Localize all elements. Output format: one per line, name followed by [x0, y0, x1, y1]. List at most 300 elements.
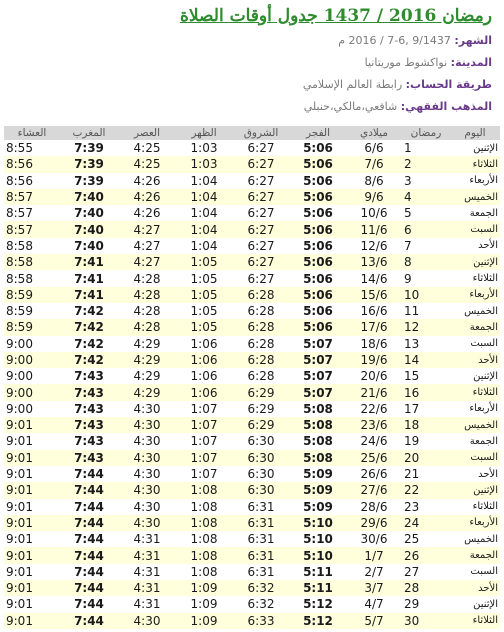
cell-sunrise: 6:27 [232, 270, 290, 286]
table-row [4, 368, 500, 384]
cell-sunrise: 6:31 [232, 564, 290, 580]
header-gregorian: ميلادي [346, 126, 402, 140]
cell-ramadan: 28 [402, 580, 450, 596]
cell-maghrib: 7:40 [60, 189, 118, 205]
cell-maghrib: 7:44 [60, 499, 118, 515]
cell-sunrise: 6:27 [232, 221, 290, 237]
cell-fajr: 5:08 [290, 450, 346, 466]
cell-dhuhr: 1:06 [176, 368, 232, 384]
cell-isha: 8:57 [4, 189, 60, 205]
cell-day: الأحد [450, 238, 500, 254]
table-row [4, 303, 500, 319]
cell-isha: 8:59 [4, 287, 60, 303]
cell-fajr: 5:10 [290, 547, 346, 563]
city-line [365, 56, 492, 69]
cell-isha: 8:57 [4, 205, 60, 221]
cell-sunrise: 6:31 [232, 499, 290, 515]
madhab-label: المذهب الفقهي: [400, 100, 492, 113]
cell-fajr: 5:08 [290, 433, 346, 449]
cell-fajr: 5:12 [290, 613, 346, 629]
cell-day: الجمعة [450, 205, 500, 221]
cell-dhuhr: 1:05 [176, 270, 232, 286]
cell-sunrise: 6:32 [232, 580, 290, 596]
cell-maghrib: 7:42 [60, 352, 118, 368]
cell-asr: 4:31 [118, 580, 176, 596]
cell-day: الإثنين [450, 482, 500, 498]
cell-day: الأربعاء [450, 401, 500, 417]
cell-day: الأحد [450, 466, 500, 482]
cell-day: الخميس [450, 417, 500, 433]
cell-day: الثلاثاء [450, 499, 500, 515]
cell-gregorian: 6/6 [346, 140, 402, 156]
table-row [4, 140, 500, 156]
cell-isha: 8:56 [4, 156, 60, 172]
page-title: رمضان 2016 / 1437 جدول أوقات الصلاة [179, 6, 492, 26]
cell-isha: 9:01 [4, 482, 60, 498]
cell-dhuhr: 1:08 [176, 547, 232, 563]
cell-isha: 8:58 [4, 238, 60, 254]
cell-isha: 9:00 [4, 336, 60, 352]
table-row [4, 531, 500, 547]
table-row [4, 221, 500, 237]
table-row [4, 564, 500, 580]
cell-ramadan: 20 [402, 450, 450, 466]
cell-gregorian: 17/6 [346, 319, 402, 335]
cell-isha: 9:00 [4, 401, 60, 417]
cell-sunrise: 6:31 [232, 531, 290, 547]
cell-gregorian: 23/6 [346, 417, 402, 433]
cell-gregorian: 7/6 [346, 156, 402, 172]
cell-day: الثلاثاء [450, 384, 500, 400]
cell-maghrib: 7:44 [60, 564, 118, 580]
cell-dhuhr: 1:08 [176, 515, 232, 531]
cell-asr: 4:30 [118, 499, 176, 515]
cell-day: الجمعة [450, 433, 500, 449]
cell-asr: 4:28 [118, 303, 176, 319]
cell-ramadan: 9 [402, 270, 450, 286]
cell-dhuhr: 1:08 [176, 482, 232, 498]
cell-fajr: 5:10 [290, 515, 346, 531]
cell-gregorian: 18/6 [346, 336, 402, 352]
cell-day: الثلاثاء [450, 156, 500, 172]
cell-fajr: 5:06 [290, 140, 346, 156]
cell-ramadan: 17 [402, 401, 450, 417]
cell-maghrib: 7:39 [60, 173, 118, 189]
table-row [4, 596, 500, 612]
cell-isha: 9:01 [4, 515, 60, 531]
cell-fajr: 5:06 [290, 238, 346, 254]
cell-dhuhr: 1:04 [176, 238, 232, 254]
cell-day: الأربعاء [450, 287, 500, 303]
method-value: رابطة العالم الإسلامي [302, 78, 403, 91]
cell-maghrib: 7:40 [60, 205, 118, 221]
cell-maghrib: 7:40 [60, 221, 118, 237]
cell-gregorian: 27/6 [346, 482, 402, 498]
cell-ramadan: 23 [402, 499, 450, 515]
cell-gregorian: 1/7 [346, 547, 402, 563]
cell-day: الإثنين [450, 254, 500, 270]
cell-ramadan: 1 [402, 140, 450, 156]
cell-maghrib: 7:44 [60, 547, 118, 563]
table-row [4, 450, 500, 466]
cell-sunrise: 6:30 [232, 450, 290, 466]
cell-asr: 4:30 [118, 417, 176, 433]
cell-dhuhr: 1:05 [176, 303, 232, 319]
cell-asr: 4:27 [118, 254, 176, 270]
cell-sunrise: 6:30 [232, 466, 290, 482]
cell-isha: 9:01 [4, 564, 60, 580]
cell-dhuhr: 1:05 [176, 254, 232, 270]
cell-fajr: 5:06 [290, 189, 346, 205]
cell-ramadan: 14 [402, 352, 450, 368]
table-row [4, 499, 500, 515]
cell-ramadan: 10 [402, 287, 450, 303]
cell-maghrib: 7:44 [60, 515, 118, 531]
madhab-value: شافعي،مالكي،حنبلي [303, 100, 398, 113]
cell-isha: 9:01 [4, 613, 60, 629]
cell-isha: 9:00 [4, 384, 60, 400]
cell-asr: 4:29 [118, 336, 176, 352]
cell-sunrise: 6:31 [232, 547, 290, 563]
cell-isha: 9:00 [4, 368, 60, 384]
cell-maghrib: 7:42 [60, 336, 118, 352]
table-row [4, 319, 500, 335]
table-row [4, 270, 500, 286]
cell-gregorian: 5/7 [346, 613, 402, 629]
cell-gregorian: 30/6 [346, 531, 402, 547]
cell-fajr: 5:12 [290, 596, 346, 612]
table-row [4, 287, 500, 303]
cell-fajr: 5:06 [290, 254, 346, 270]
cell-ramadan: 19 [402, 433, 450, 449]
header-dhuhr: الظهر [176, 126, 232, 140]
cell-asr: 4:31 [118, 547, 176, 563]
cell-dhuhr: 1:07 [176, 433, 232, 449]
cell-dhuhr: 1:04 [176, 189, 232, 205]
cell-sunrise: 6:27 [232, 173, 290, 189]
cell-day: السبت [450, 564, 500, 580]
cell-maghrib: 7:43 [60, 417, 118, 433]
cell-isha: 8:59 [4, 319, 60, 335]
cell-sunrise: 6:28 [232, 319, 290, 335]
cell-fajr: 5:08 [290, 401, 346, 417]
cell-gregorian: 28/6 [346, 499, 402, 515]
cell-gregorian: 10/6 [346, 205, 402, 221]
cell-dhuhr: 1:09 [176, 596, 232, 612]
cell-ramadan: 12 [402, 319, 450, 335]
table-row [4, 613, 500, 629]
cell-asr: 4:27 [118, 238, 176, 254]
cell-gregorian: 20/6 [346, 368, 402, 384]
cell-dhuhr: 1:06 [176, 336, 232, 352]
city-value: نواكشوط موريتانيا [364, 56, 448, 69]
table-row [4, 384, 500, 400]
cell-ramadan: 29 [402, 596, 450, 612]
cell-gregorian: 11/6 [346, 221, 402, 237]
table-row [4, 466, 500, 482]
cell-day: الأحد [450, 352, 500, 368]
cell-gregorian: 16/6 [346, 303, 402, 319]
cell-sunrise: 6:27 [232, 238, 290, 254]
cell-day: الخميس [450, 189, 500, 205]
cell-asr: 4:25 [118, 140, 176, 156]
cell-ramadan: 4 [402, 189, 450, 205]
table-row [4, 336, 500, 352]
cell-gregorian: 21/6 [346, 384, 402, 400]
cell-asr: 4:25 [118, 156, 176, 172]
cell-day: الخميس [450, 531, 500, 547]
table-row [4, 189, 500, 205]
cell-sunrise: 6:28 [232, 303, 290, 319]
cell-fajr: 5:07 [290, 368, 346, 384]
cell-isha: 8:59 [4, 303, 60, 319]
cell-day: الأحد [450, 580, 500, 596]
cell-ramadan: 16 [402, 384, 450, 400]
method-label: طريقة الحساب: [405, 78, 492, 91]
table-row [4, 156, 500, 172]
cell-day: الإثنين [450, 596, 500, 612]
cell-fajr: 5:09 [290, 466, 346, 482]
method-line [303, 78, 492, 91]
cell-day: الخميس [450, 303, 500, 319]
table-row [4, 254, 500, 270]
cell-fajr: 5:09 [290, 482, 346, 498]
table-row [4, 482, 500, 498]
cell-sunrise: 6:27 [232, 189, 290, 205]
cell-day: الثلاثاء [450, 613, 500, 629]
cell-sunrise: 6:29 [232, 401, 290, 417]
cell-gregorian: 19/6 [346, 352, 402, 368]
month-line [338, 34, 492, 47]
cell-fajr: 5:07 [290, 384, 346, 400]
table-row [4, 205, 500, 221]
cell-isha: 9:01 [4, 499, 60, 515]
cell-asr: 4:26 [118, 205, 176, 221]
cell-maghrib: 7:39 [60, 156, 118, 172]
cell-fajr: 5:06 [290, 270, 346, 286]
cell-fajr: 5:10 [290, 531, 346, 547]
cell-gregorian: 3/7 [346, 580, 402, 596]
city-label: المدينة: [450, 56, 492, 69]
cell-gregorian: 29/6 [346, 515, 402, 531]
cell-asr: 4:26 [118, 189, 176, 205]
cell-gregorian: 8/6 [346, 173, 402, 189]
cell-gregorian: 12/6 [346, 238, 402, 254]
cell-ramadan: 21 [402, 466, 450, 482]
cell-isha: 9:01 [4, 596, 60, 612]
cell-sunrise: 6:28 [232, 287, 290, 303]
cell-isha: 8:55 [4, 140, 60, 156]
cell-ramadan: 26 [402, 547, 450, 563]
cell-asr: 4:30 [118, 450, 176, 466]
cell-isha: 9:01 [4, 450, 60, 466]
cell-asr: 4:30 [118, 466, 176, 482]
cell-isha: 8:57 [4, 221, 60, 237]
table-row [4, 515, 500, 531]
cell-maghrib: 7:42 [60, 319, 118, 335]
cell-maghrib: 7:41 [60, 254, 118, 270]
cell-maghrib: 7:39 [60, 140, 118, 156]
table-row [4, 580, 500, 596]
cell-ramadan: 5 [402, 205, 450, 221]
cell-dhuhr: 1:04 [176, 205, 232, 221]
cell-sunrise: 6:28 [232, 352, 290, 368]
cell-sunrise: 6:30 [232, 433, 290, 449]
cell-day: السبت [450, 336, 500, 352]
cell-day: السبت [450, 450, 500, 466]
cell-gregorian: 4/7 [346, 596, 402, 612]
cell-dhuhr: 1:07 [176, 450, 232, 466]
cell-gregorian: 9/6 [346, 189, 402, 205]
cell-asr: 4:29 [118, 352, 176, 368]
cell-asr: 4:30 [118, 482, 176, 498]
cell-isha: 8:58 [4, 270, 60, 286]
cell-dhuhr: 1:08 [176, 531, 232, 547]
month-value: 9/1437 ,6-7 / 2016 م [338, 34, 451, 47]
cell-isha: 9:01 [4, 417, 60, 433]
table-row [4, 238, 500, 254]
cell-maghrib: 7:41 [60, 270, 118, 286]
cell-dhuhr: 1:04 [176, 221, 232, 237]
cell-sunrise: 6:27 [232, 254, 290, 270]
cell-ramadan: 30 [402, 613, 450, 629]
cell-ramadan: 8 [402, 254, 450, 270]
cell-dhuhr: 1:09 [176, 580, 232, 596]
cell-day: الإثنين [450, 368, 500, 384]
cell-dhuhr: 1:08 [176, 564, 232, 580]
cell-maghrib: 7:40 [60, 238, 118, 254]
cell-ramadan: 24 [402, 515, 450, 531]
cell-asr: 4:30 [118, 401, 176, 417]
cell-sunrise: 6:32 [232, 596, 290, 612]
cell-fajr: 5:06 [290, 221, 346, 237]
cell-sunrise: 6:29 [232, 417, 290, 433]
cell-gregorian: 24/6 [346, 433, 402, 449]
page-header [0, 0, 504, 125]
table-row [4, 547, 500, 563]
cell-fajr: 5:09 [290, 499, 346, 515]
cell-gregorian: 26/6 [346, 466, 402, 482]
cell-sunrise: 6:29 [232, 384, 290, 400]
cell-maghrib: 7:43 [60, 384, 118, 400]
cell-isha: 9:01 [4, 531, 60, 547]
cell-day: الثلاثاء [450, 270, 500, 286]
cell-asr: 4:30 [118, 515, 176, 531]
cell-maghrib: 7:43 [60, 401, 118, 417]
cell-maghrib: 7:43 [60, 450, 118, 466]
cell-maghrib: 7:41 [60, 287, 118, 303]
cell-dhuhr: 1:07 [176, 466, 232, 482]
table-row [4, 401, 500, 417]
cell-gregorian: 15/6 [346, 287, 402, 303]
cell-fajr: 5:11 [290, 580, 346, 596]
cell-dhuhr: 1:07 [176, 401, 232, 417]
cell-maghrib: 7:42 [60, 303, 118, 319]
cell-sunrise: 6:28 [232, 368, 290, 384]
cell-gregorian: 25/6 [346, 450, 402, 466]
table-header-row [4, 126, 500, 140]
cell-maghrib: 7:44 [60, 482, 118, 498]
cell-maghrib: 7:44 [60, 596, 118, 612]
cell-day: الأربعاء [450, 515, 500, 531]
cell-dhuhr: 1:04 [176, 173, 232, 189]
cell-asr: 4:28 [118, 319, 176, 335]
cell-isha: 9:01 [4, 547, 60, 563]
table-row [4, 417, 500, 433]
cell-ramadan: 2 [402, 156, 450, 172]
cell-asr: 4:29 [118, 384, 176, 400]
cell-day: الإثنين [450, 140, 500, 156]
cell-dhuhr: 1:05 [176, 287, 232, 303]
cell-asr: 4:31 [118, 596, 176, 612]
cell-fajr: 5:06 [290, 156, 346, 172]
cell-asr: 4:26 [118, 173, 176, 189]
cell-isha: 9:01 [4, 466, 60, 482]
cell-sunrise: 6:27 [232, 156, 290, 172]
cell-dhuhr: 1:09 [176, 613, 232, 629]
cell-fajr: 5:11 [290, 564, 346, 580]
cell-maghrib: 7:44 [60, 613, 118, 629]
cell-day: الجمعة [450, 319, 500, 335]
cell-asr: 4:28 [118, 287, 176, 303]
cell-asr: 4:30 [118, 613, 176, 629]
header-sunrise: الشروق [232, 126, 290, 140]
cell-fajr: 5:06 [290, 303, 346, 319]
cell-ramadan: 7 [402, 238, 450, 254]
cell-dhuhr: 1:06 [176, 352, 232, 368]
cell-dhuhr: 1:03 [176, 156, 232, 172]
cell-day: السبت [450, 221, 500, 237]
header-fajr: الفجر [290, 126, 346, 140]
table-row [4, 433, 500, 449]
cell-asr: 4:30 [118, 433, 176, 449]
cell-gregorian: 2/7 [346, 564, 402, 580]
cell-fajr: 5:07 [290, 352, 346, 368]
cell-ramadan: 11 [402, 303, 450, 319]
cell-day: الجمعة [450, 547, 500, 563]
cell-isha: 8:58 [4, 254, 60, 270]
cell-dhuhr: 1:06 [176, 384, 232, 400]
cell-maghrib: 7:44 [60, 531, 118, 547]
prayer-times-table [4, 126, 500, 629]
cell-isha: 9:01 [4, 433, 60, 449]
madhab-line [304, 100, 492, 113]
cell-dhuhr: 1:07 [176, 417, 232, 433]
cell-dhuhr: 1:03 [176, 140, 232, 156]
cell-sunrise: 6:30 [232, 482, 290, 498]
cell-isha: 9:00 [4, 352, 60, 368]
cell-maghrib: 7:44 [60, 466, 118, 482]
cell-gregorian: 14/6 [346, 270, 402, 286]
cell-isha: 9:01 [4, 580, 60, 596]
table-row [4, 352, 500, 368]
cell-ramadan: 3 [402, 173, 450, 189]
cell-fajr: 5:06 [290, 319, 346, 335]
cell-day: الأربعاء [450, 173, 500, 189]
cell-isha: 8:56 [4, 173, 60, 189]
cell-maghrib: 7:44 [60, 580, 118, 596]
month-label: الشهر: [454, 34, 492, 47]
header-asr: العصر [118, 126, 176, 140]
cell-ramadan: 22 [402, 482, 450, 498]
cell-ramadan: 27 [402, 564, 450, 580]
cell-fajr: 5:06 [290, 205, 346, 221]
cell-dhuhr: 1:05 [176, 319, 232, 335]
cell-asr: 4:28 [118, 270, 176, 286]
cell-ramadan: 6 [402, 221, 450, 237]
cell-maghrib: 7:43 [60, 368, 118, 384]
cell-ramadan: 15 [402, 368, 450, 384]
